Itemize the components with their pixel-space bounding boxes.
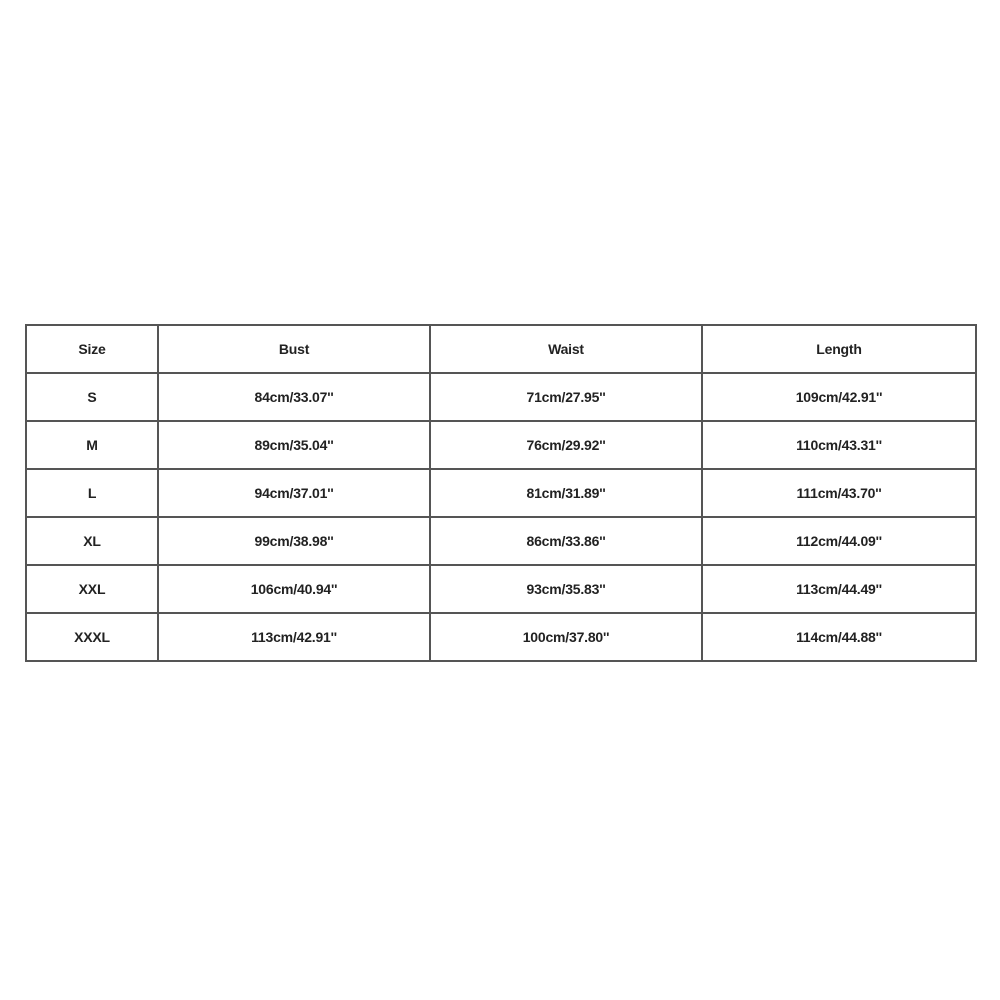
header-size: Size — [26, 325, 158, 373]
table-row — [26, 517, 976, 565]
cell-length: 114cm/44.88'' — [702, 613, 976, 661]
cell-waist: 93cm/35.83'' — [430, 565, 702, 613]
cell-waist: 76cm/29.92'' — [430, 421, 702, 469]
cell-length: 111cm/43.70'' — [702, 469, 976, 517]
table-row — [26, 613, 976, 661]
cell-length: 109cm/42.91'' — [702, 373, 976, 421]
cell-waist: 81cm/31.89'' — [430, 469, 702, 517]
cell-waist: 100cm/37.80'' — [430, 613, 702, 661]
cell-bust: 113cm/42.91'' — [158, 613, 430, 661]
table-row — [26, 469, 976, 517]
cell-size: L — [26, 469, 158, 517]
cell-waist: 86cm/33.86'' — [430, 517, 702, 565]
cell-length: 110cm/43.31'' — [702, 421, 976, 469]
header-bust: Bust — [158, 325, 430, 373]
header-length: Length — [702, 325, 976, 373]
cell-waist: 71cm/27.95'' — [430, 373, 702, 421]
table-row — [26, 373, 976, 421]
cell-length: 112cm/44.09'' — [702, 517, 976, 565]
cell-size: XXL — [26, 565, 158, 613]
cell-bust: 99cm/38.98'' — [158, 517, 430, 565]
cell-size: S — [26, 373, 158, 421]
cell-length: 113cm/44.49'' — [702, 565, 976, 613]
cell-bust: 94cm/37.01'' — [158, 469, 430, 517]
table-row — [26, 565, 976, 613]
cell-size: M — [26, 421, 158, 469]
table-row — [26, 421, 976, 469]
cell-bust: 106cm/40.94'' — [158, 565, 430, 613]
cell-size: XXXL — [26, 613, 158, 661]
cell-size: XL — [26, 517, 158, 565]
cell-bust: 89cm/35.04'' — [158, 421, 430, 469]
size-chart-table — [25, 324, 977, 662]
cell-bust: 84cm/33.07'' — [158, 373, 430, 421]
header-waist: Waist — [430, 325, 702, 373]
table-header-row — [26, 325, 976, 373]
